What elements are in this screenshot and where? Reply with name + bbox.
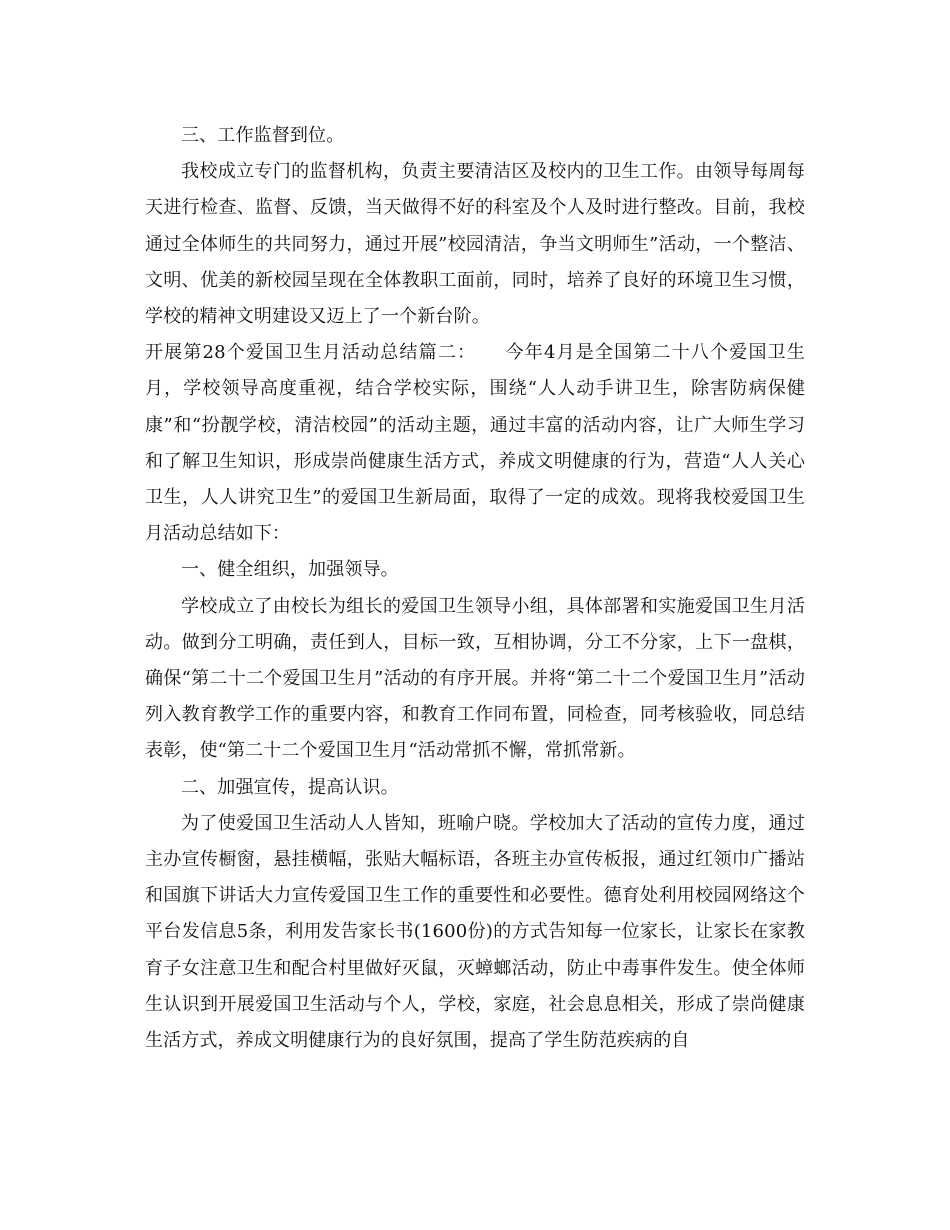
document-page — [145, 118, 805, 1059]
paragraph-organization: 学校成立了由校长为组长的爱国卫生领导小组，具体部署和实施爱国卫生月活动。做到分工明确，责任到人，目标一致，互相协调，分工不分家，上下一盘棋，确保“第二十二个爱国卫生月”活动的有序开展。并将“第二十二个爱国卫生月”活动列入教育教学工作的重要内容，和教育工作同布置，同检查，同考核验收，同总结表彰，使“第二十二个爱国卫生月“活动常抓不懈，常抓常新。 — [145, 595, 805, 762]
paragraph-publicity: 为了使爱国卫生活动人人皆知，班喻户晓。学校加大了活动的宣传力度，通过主办宣传橱窗，悬挂横幅，张贴大幅标语，各班主办宣传板报，通过红领巾广播站和国旗下讲话大力宣传爱国卫生工作的重要性和必要性。德育处利用校园网络这个平台发信息5条，利用发告家长书(1600份)的方式告知每一位家长，让家长在家教育子女注意卫生和配合村里做好灭鼠，灭蟑螂活动，防止中毒事件发生。使全体师生认识到开展爱国卫生活动与个人，学校，家庭，社会息息相关，形成了崇尚健康生活方式，养成文明健康行为的良好氛围，提高了学生防范疾病的自 — [145, 812, 805, 1052]
paragraph-supervision: 我校成立专门的监督机构，负责主要清洁区及校内的卫生工作。由领导每周每天进行检查、监督、反馈，当天做得不好的科室及个人及时进行整改。目前，我校通过全体师生的共同努力，通过开展”校园清洁，争当文明师生”活动，一个整洁、文明、优美的新校园呈现在全体教职工面前，同时，培养了良好的环境卫生习惯，学校的精神文明建设又迈上了一个新台阶。 — [145, 161, 805, 328]
section-heading-organization: 一、健全组织，加强领导。 — [181, 559, 399, 581]
paragraph-article2-intro: 开展第28个爱国卫生月活动总结篇二： 今年4月是全国第二十八个爱国卫生月，学校领导高度重视，结合学校实际，围绕“人人动手讲卫生，除害防病保健康”和“扮靓学校，清洁校园”的活动主题，通过丰富的活动内容，让广大师生学习和了解卫生知识，形成崇尚健康生活方式，养成文明健康的行为，营造“人人关心卫生，人人讲究卫生”的爱国卫生新局面，取得了一定的成效。现将我校爱国卫生月活动总结如下： — [145, 342, 805, 545]
section-heading-work-supervision: 三、工作监督到位。 — [181, 125, 345, 146]
section-heading-publicity: 二、加强宣传，提高认识。 — [181, 776, 399, 798]
